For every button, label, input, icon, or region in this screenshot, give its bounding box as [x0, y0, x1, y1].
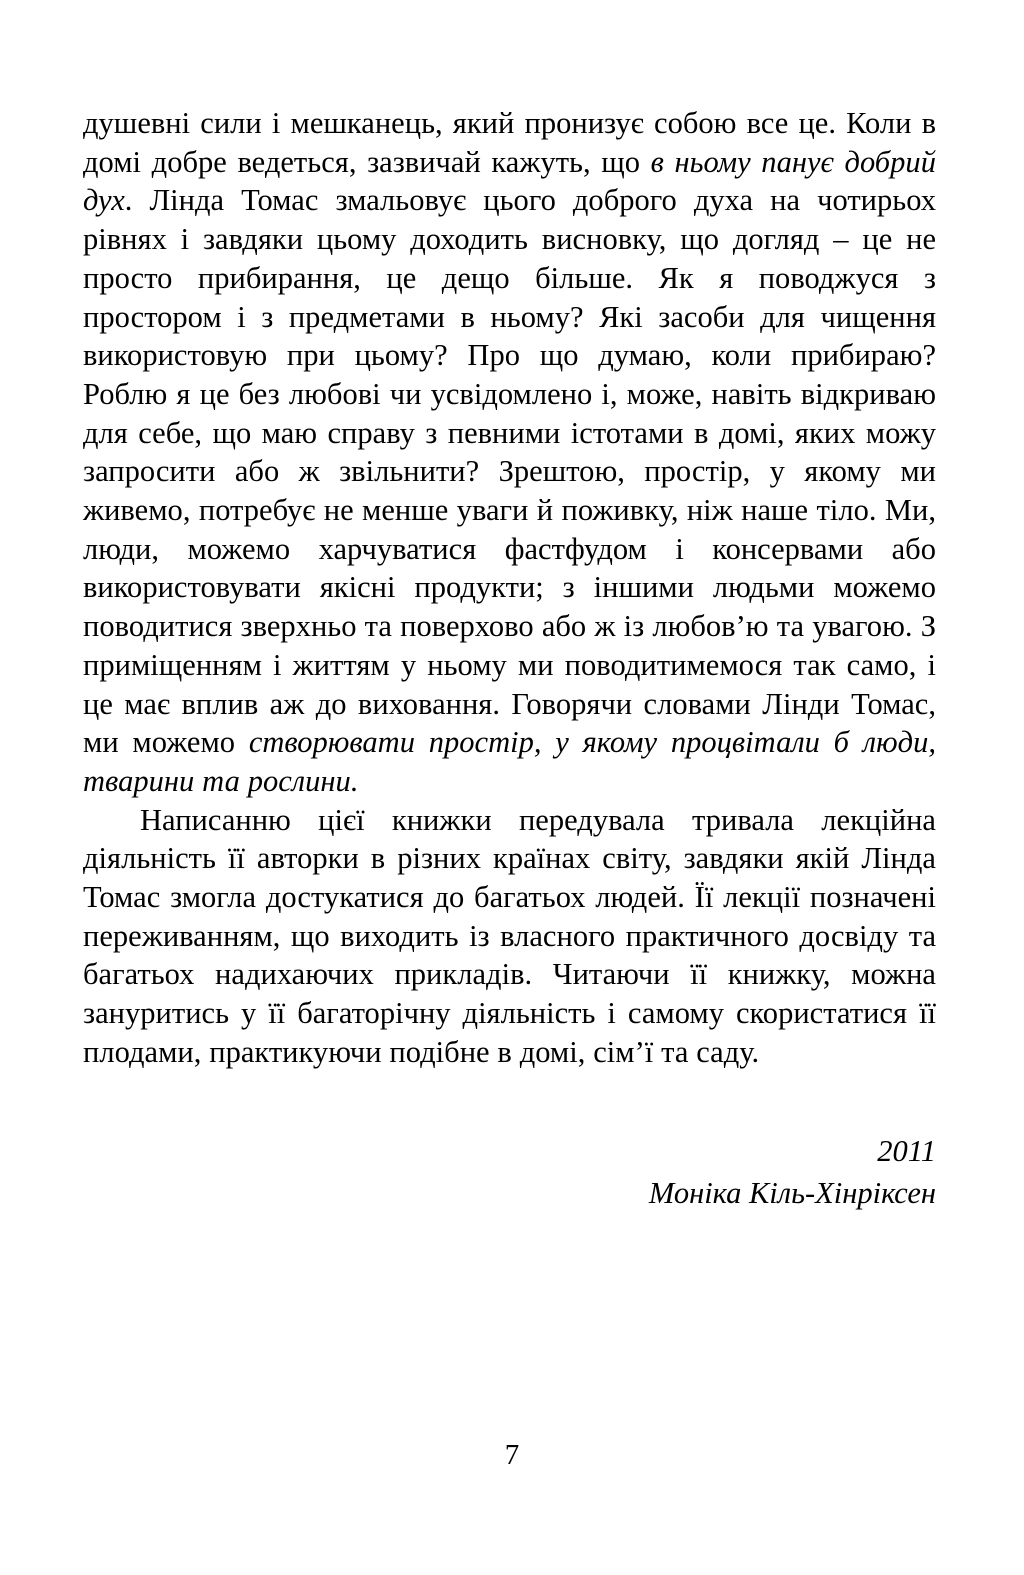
paragraph-2	[83, 801, 936, 1072]
emphasis-text: створювати простір, у якому процвітали б люди, тварини та рослини.	[83, 725, 936, 798]
body-text: . Лінда Томас змальовує цього доброго духа на чотирьох рівнях і завдяки цьому доходить висновку, що догляд – це не просто прибирання, це дещо більше. Як я поводжуся з простором і з предметами в ньому? Які засоби для чищення використовую при цьому? Про що думаю, коли прибираю? Роблю я це без любові чи усвідомлено і, може, навіть відкриваю для себе, що маю справу з певними істотами в домі, яких можу запросити або ж звільнити? Зрештою, простір, у якому ми живемо, потребує не менше уваги й поживку, ніж наше тіло. Ми, люди, можемо харчуватися фастфудом і консервами або використовувати якісні продукти; з іншими людьми можемо поводитися зверхньо та поверхово або ж із любов’ю та увагою. З приміщенням і життям у ньому ми поводитимемося так само, і це має вплив аж до виховання. Говорячи словами Лінди Томас, ми можемо	[83, 183, 936, 760]
signature-block	[83, 1130, 936, 1214]
emphasis-text: в ньому панує добрий дух	[83, 144, 936, 218]
page-number: 7	[504, 1439, 520, 1471]
body-text: Написанню цієї книжки передувала тривала лекційна діяльність її авторки в різних країнах світу, завдяки якій Лінда Томас змогла достукатися до багатьох людей. Її лекції позначені переживанням, що виходить із власного практичного досвіду та багатьох надихаючих прикладів. Читаючи її книжку, можна зануритись у її багаторічну діяльність і самому скористатися її плодами, практикуючи подібне в домі, сім’ї та саду.	[83, 802, 936, 1069]
signature-year: 2011	[877, 1134, 936, 1168]
body-text: душевні сили і мешканець, який пронизує собою все це. Коли в домі добре ведеться, зазвичай кажуть, що	[83, 106, 936, 179]
page-body-text	[83, 104, 936, 1072]
signature-author: Моніка Кіль-Хінріксен	[648, 1176, 936, 1210]
paragraph-1	[83, 104, 936, 801]
